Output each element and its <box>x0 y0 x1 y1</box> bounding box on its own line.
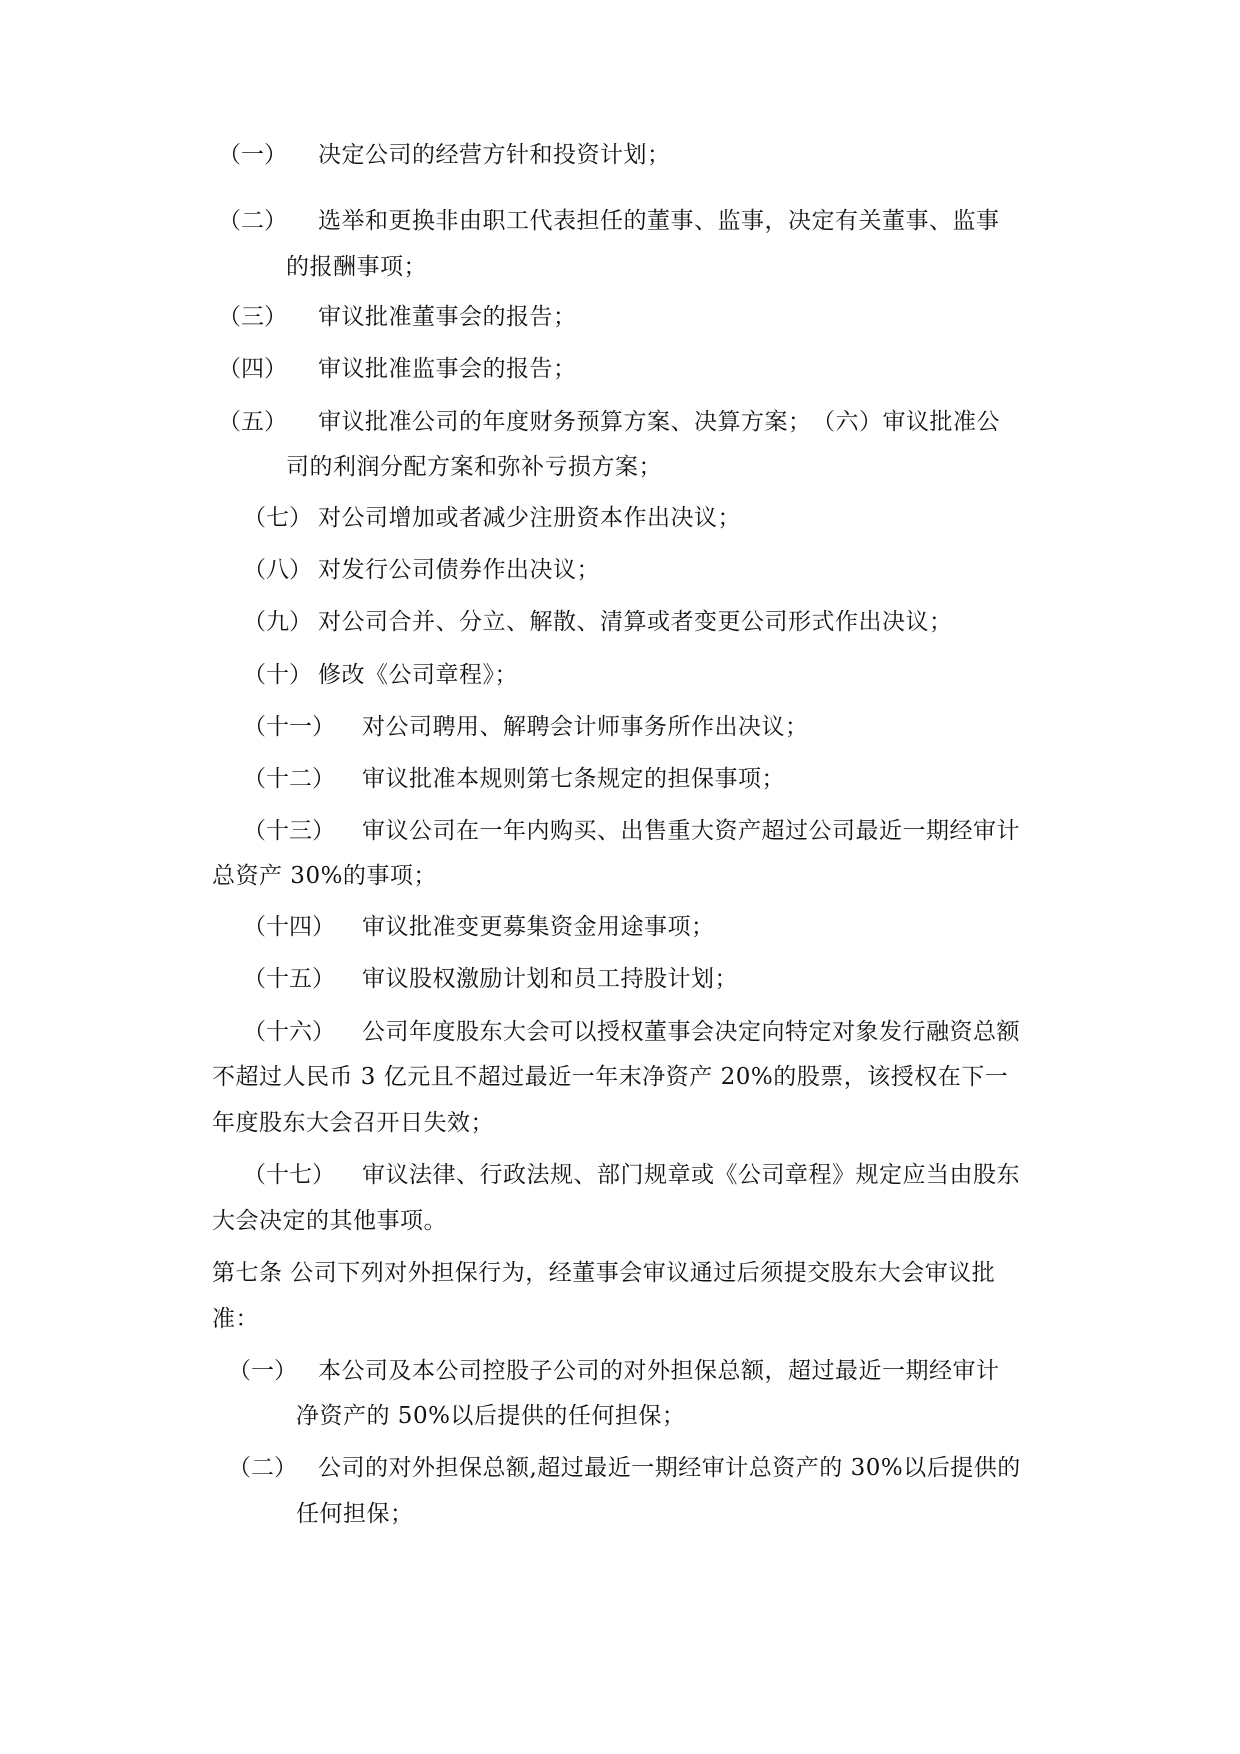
item-5-number: （五） <box>218 409 287 435</box>
item-10-number: （十） <box>243 662 312 688</box>
item-2-number: （二） <box>218 208 287 234</box>
item-4-number: （四） <box>218 356 287 382</box>
item-11-line-1: 对公司聘用、解聘会计师事务所作出决议； <box>362 714 809 740</box>
item-16-line-1: 公司年度股东大会可以授权董事会决定向特定对象发行融资总额 <box>362 1019 1020 1045</box>
item-7-line-1: 对公司增加或者减少注册资本作出决议； <box>318 505 741 531</box>
item-5-line-1: 审议批准公司的年度财务预算方案、决算方案； （六）审议批准公 <box>318 409 1000 435</box>
item-2-line-2: 的报酬事项； <box>286 254 427 280</box>
item-16-line-2: 不超过人民币 3 亿元且不超过最近一年末净资产 20%的股票，该授权在下一 <box>212 1064 1009 1090</box>
item-14-line-1: 审议批准变更募集资金用途事项； <box>362 914 715 940</box>
item-13-number: （十三） <box>243 818 335 844</box>
item-1-line-1: 决定公司的经营方针和投资计划； <box>318 142 671 168</box>
item-2-line-1: 选举和更换非由职工代表担任的董事、监事，决定有关董事、监事 <box>318 208 1000 234</box>
item-8-number: （八） <box>243 557 312 583</box>
item-13-line-1: 审议公司在一年内购买、出售重大资产超过公司最近一期经审计 <box>362 818 1020 844</box>
item-10-line-1: 修改《公司章程》； <box>318 662 518 688</box>
article-7-item-2-number: （二） <box>228 1455 297 1481</box>
article-7-line-2: 准： <box>212 1306 259 1332</box>
item-3-line-1: 审议批准董事会的报告； <box>318 304 577 330</box>
item-15-line-1: 审议股权激励计划和员工持股计划； <box>362 966 738 992</box>
item-7-number: （七） <box>243 505 312 531</box>
item-17-line-2: 大会决定的其他事项。 <box>212 1208 447 1234</box>
item-4-line-1: 审议批准监事会的报告； <box>318 356 577 382</box>
item-15-number: （十五） <box>243 966 335 992</box>
article-7-item-2-line-1: 公司的对外担保总额,超过最近一期经审计总资产的 30%以后提供的 <box>318 1455 1021 1481</box>
item-17-number: （十七） <box>243 1162 335 1188</box>
item-16-number: （十六） <box>243 1019 335 1045</box>
item-8-line-1: 对发行公司债券作出决议； <box>318 557 600 583</box>
item-5-line-2: 司的利润分配方案和弥补亏损方案； <box>286 454 662 480</box>
item-9-line-1: 对公司合并、分立、解散、清算或者变更公司形式作出决议； <box>318 609 953 635</box>
item-3-number: （三） <box>218 304 287 330</box>
article-7-item-1-line-1: 本公司及本公司控股子公司的对外担保总额，超过最近一期经审计 <box>318 1358 1000 1384</box>
article-7-item-1-number: （一） <box>228 1358 297 1384</box>
item-12-number: （十二） <box>243 766 335 792</box>
item-14-number: （十四） <box>243 914 335 940</box>
item-12-line-1: 审议批准本规则第七条规定的担保事项； <box>362 766 785 792</box>
item-1-number: （一） <box>218 142 287 168</box>
article-7-line-1: 第七条 公司下列对外担保行为，经董事会审议通过后须提交股东大会审议批 <box>212 1260 996 1286</box>
item-16-line-3: 年度股东大会召开日失效； <box>212 1110 494 1136</box>
item-11-number: （十一） <box>243 714 335 740</box>
item-17-line-1: 审议法律、行政法规、部门规章或《公司章程》规定应当由股东 <box>362 1162 1020 1188</box>
item-13-line-2: 总资产 30%的事项； <box>212 863 437 889</box>
item-9-number: （九） <box>243 609 312 635</box>
article-7-item-1-line-2: 净资产的 50%以后提供的任何担保； <box>296 1403 686 1429</box>
article-7-item-2-line-2: 任何担保； <box>296 1501 414 1527</box>
